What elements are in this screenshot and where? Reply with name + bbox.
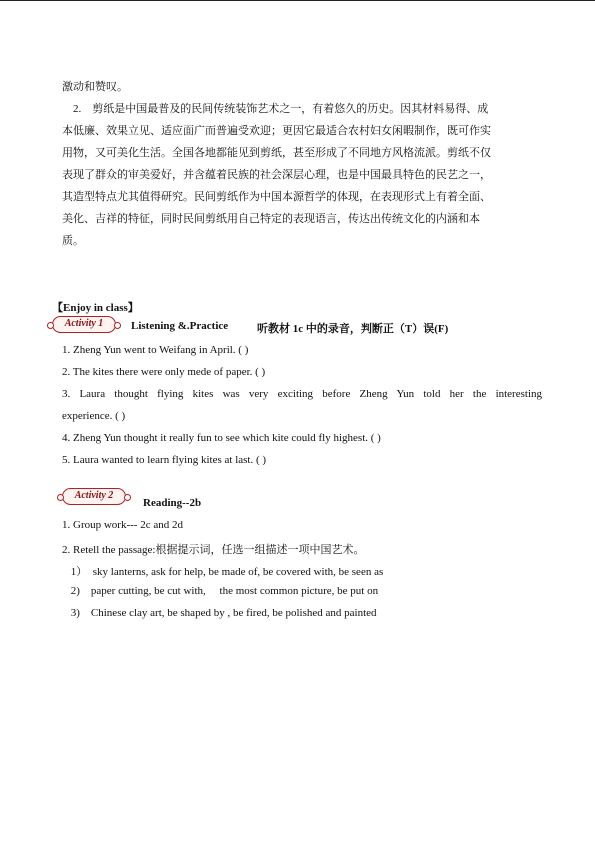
task-item: 1. Group work--- 2c and 2d bbox=[62, 519, 183, 531]
task-item: 3) Chinese clay art, be shaped by , be fired, be polished and painted bbox=[68, 607, 377, 619]
activity-1-badge: Activity 1 bbox=[52, 316, 116, 333]
question-item: 4. Zheng Yun thought it really fun to see which kite could fly highest. ( ) bbox=[62, 432, 381, 444]
activity-1-title: Listening &.Practice bbox=[131, 320, 229, 332]
task-item: 1） sky lanterns, ask for help, be made of, be covered with, be seen as bbox=[68, 566, 384, 578]
task-item: 2. Retell the passage:根据提示词，任选一组描述一项中国艺术。 bbox=[62, 544, 365, 556]
question-item-cont: experience. ( ) bbox=[62, 410, 126, 422]
activity-1-instruction: 听教材 1c 中的录音，判断正（T）误(F) bbox=[257, 323, 449, 335]
activity-2-title: Reading--2b bbox=[143, 497, 202, 509]
para-line: 质。 bbox=[62, 235, 84, 247]
activity-2-badge: Activity 2 bbox=[62, 488, 126, 505]
para-line: 美化、吉祥的特征，同时民间剪纸用自己特定的表现语言，传达出传统文化的内涵和本 bbox=[62, 213, 480, 225]
para-line: 本低廉、效果立见、适应面广而普遍受欢迎；更因它最适合农村妇女闲暇制作，既可作实 bbox=[62, 125, 491, 137]
para-line: 用物，又可美化生活。全国各地都能见到剪纸，甚至形成了不同地方风格流派。剪纸不仅 bbox=[62, 147, 491, 159]
question-item: 1. Zheng Yun went to Weifang in April. ( ) bbox=[62, 344, 249, 356]
para-line: 表现了群众的审美爱好，并含蕴着民族的社会深层心理，也是中国最具特色的民艺之一， bbox=[62, 169, 491, 181]
question-item: 3. Laura thought flying kites was very exciting before Zheng Yun told her the interesting bbox=[62, 388, 542, 400]
question-item: 5. Laura wanted to learn flying kites at last. ( ) bbox=[62, 454, 267, 466]
question-item: 2. The kites there were only mede of paper. ( ) bbox=[62, 366, 266, 378]
continuation-text: 激动和赞叹。 bbox=[62, 81, 128, 93]
task-item: 2) paper cutting, be cut with, the most common picture, be put on bbox=[68, 585, 379, 597]
top-rule bbox=[0, 0, 595, 1]
para-line: 其造型特点尤其值得研究。民间剪纸作为中国本源哲学的体现，在表现形式上有着全面、 bbox=[62, 191, 491, 203]
para-line: 2. 剪纸是中国最普及的民间传统装饰艺术之一，有着悠久的历史。因其材料易得、成 bbox=[62, 103, 489, 115]
section-heading: 【Enjoy in class】 bbox=[52, 302, 139, 314]
